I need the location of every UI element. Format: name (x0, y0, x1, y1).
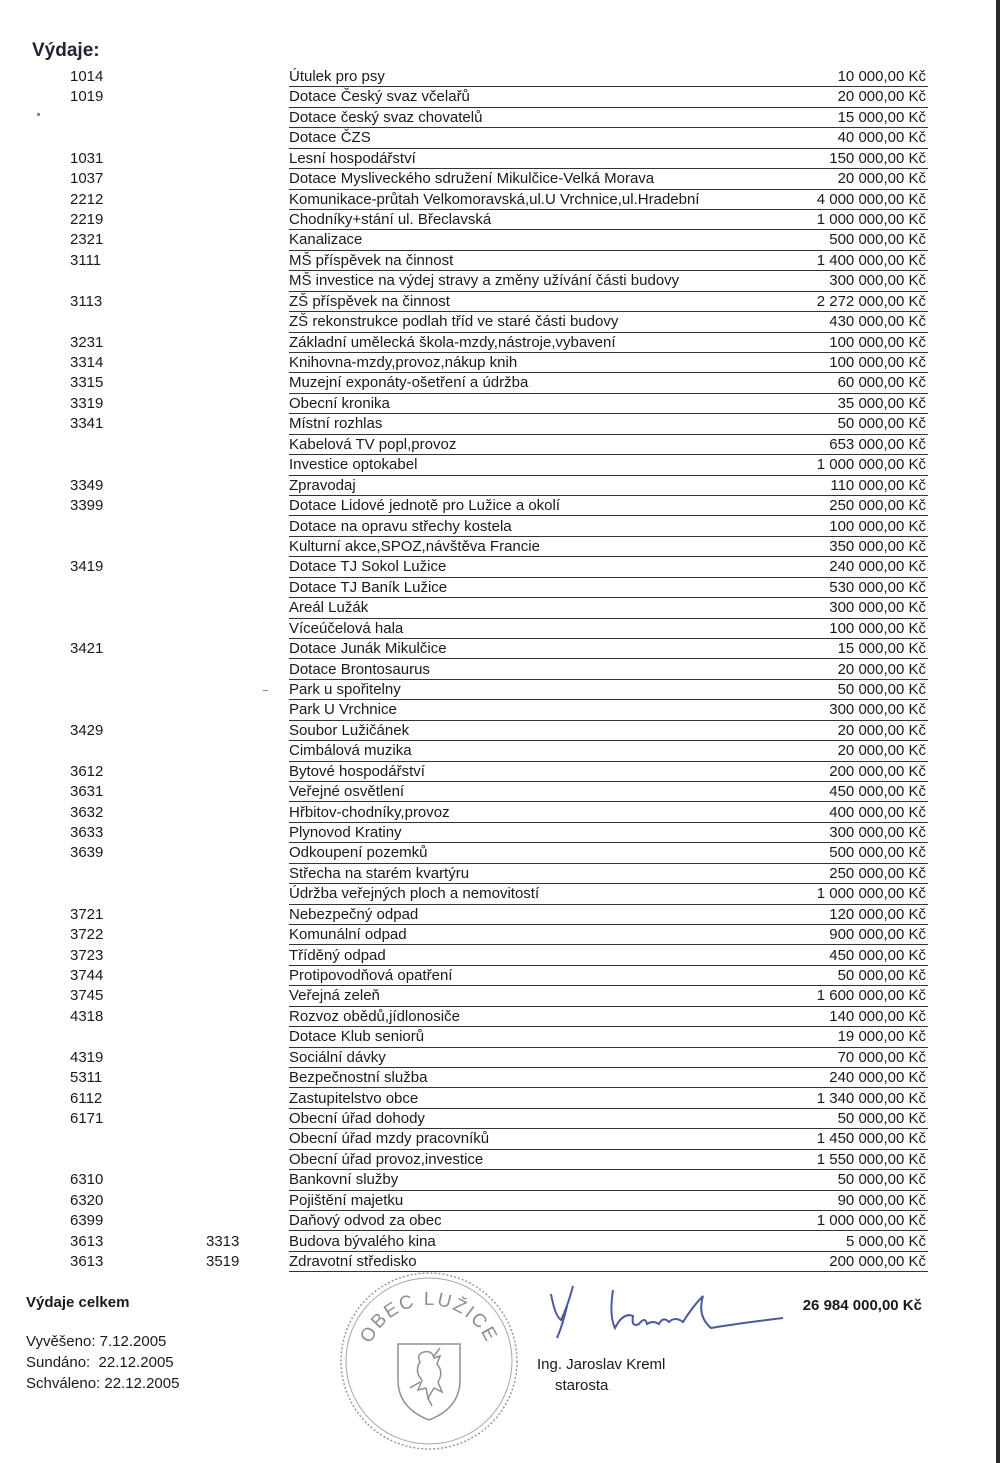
item-amount: 300 000,00 Kč (829, 823, 926, 841)
item-description: Sociální dávky (289, 1048, 386, 1066)
signature (543, 1276, 793, 1346)
item-amount: 300 000,00 Kč (829, 599, 926, 617)
item-amount: 200 000,00 Kč (829, 762, 926, 780)
paragraph-code: 3613 (70, 1232, 104, 1250)
item-amount: 1 000 000,00 Kč (816, 456, 926, 474)
paragraph-code: 3721 (70, 905, 104, 923)
table-row (0, 966, 1000, 986)
paragraph-code: 6310 (70, 1171, 104, 1189)
table-row (0, 803, 1000, 823)
table-row (0, 333, 1000, 353)
paragraph-code: 1019 (70, 88, 104, 106)
item-amount: 500 000,00 Kč (829, 231, 926, 249)
table-row (0, 517, 1000, 537)
item-amount: 120 000,00 Kč (829, 905, 926, 923)
item-amount: 50 000,00 Kč (837, 415, 926, 433)
item-description: MŠ investice na výdej stravy a změny užívání části budovy (289, 272, 680, 290)
table-row (0, 986, 1000, 1006)
item-amount: 100 000,00 Kč (829, 517, 926, 535)
item-description: Dotace ČZS (289, 129, 371, 147)
paragraph-code: 3633 (70, 823, 104, 841)
paragraph-code: 3399 (70, 497, 104, 514)
table-row (0, 476, 1000, 496)
item-description: Střecha na starém kvartýru (289, 864, 470, 882)
paragraph-code: 3319 (70, 394, 104, 412)
paragraph-code: 3429 (70, 721, 104, 739)
item-amount: 900 000,00 Kč (829, 926, 926, 944)
item-description: Víceúčelová hala (289, 619, 404, 637)
item-description: Zdravotní středisko (289, 1252, 417, 1270)
item-amount: 19 000,00 Kč (837, 1028, 926, 1046)
table-row (0, 271, 1000, 291)
paragraph-code: 2212 (70, 190, 104, 208)
item-description: Veřejné osvětlení (289, 783, 405, 800)
item-description: Komunikace-průtah Velkomoravská,ul.U Vrchnice,ul.Hradební (289, 190, 700, 208)
table-row (0, 762, 1000, 782)
item-amount: 20 000,00 Kč (837, 742, 926, 760)
item-amount: 70 000,00 Kč (837, 1048, 926, 1066)
item-description: Obecní kronika (289, 394, 390, 412)
item-description: Základní umělecká škola-mzdy,nástroje,vybavení (289, 333, 616, 351)
item-description: ZŠ rekonstrukce podlah tříd ve staré části budovy (289, 313, 619, 331)
paragraph-code: 3613 (70, 1252, 104, 1270)
table-row (0, 190, 1000, 210)
item-amount: 530 000,00 Kč (829, 578, 926, 596)
item-amount: 110 000,00 Kč (830, 476, 926, 494)
table-row (0, 1089, 1000, 1109)
item-amount: 20 000,00 Kč (837, 721, 926, 739)
item-description: Odkoupení pozemků (289, 844, 428, 862)
item-description: MŠ příspěvek na činnost (289, 251, 454, 269)
table-row (0, 373, 1000, 393)
paragraph-code: 3349 (70, 476, 104, 494)
item-description: Investice optokabel (289, 456, 418, 474)
item-amount: 15 000,00 Kč (837, 108, 926, 126)
item-amount: 100 000,00 Kč (829, 354, 926, 371)
table-row (0, 251, 1000, 271)
item-description: Hřbitov-chodníky,provoz (289, 803, 450, 821)
paragraph-code: 1031 (70, 149, 104, 167)
item-description: Park u spořitelny (289, 680, 401, 698)
item-amount: 450 000,00 Kč (829, 946, 926, 964)
total-label: Výdaje celkem (26, 1294, 130, 1311)
item-amount: 240 000,00 Kč (829, 1069, 926, 1087)
paragraph-code: 3612 (70, 762, 104, 780)
table-row (0, 1048, 1000, 1068)
item-amount: 1 400 000,00 Kč (816, 251, 926, 269)
table-row (0, 353, 1000, 373)
item-description: Obecní úřad provoz,investice (289, 1150, 484, 1168)
item-description: Dotace Klub seniorů (289, 1028, 425, 1046)
table-row (0, 884, 1000, 904)
item-description: Plynovod Kratiny (289, 823, 402, 841)
item-amount: 1 450 000,00 Kč (816, 1130, 926, 1148)
item-amount: 15 000,00 Kč (837, 640, 926, 657)
paragraph-code: 3723 (70, 946, 104, 964)
item-amount: 500 000,00 Kč (829, 844, 926, 862)
item-description: Útulek pro psy (289, 68, 385, 85)
table-row (0, 149, 1000, 169)
item-description: Dotace Lidové jednotě pro Lužice a okolí (289, 497, 561, 514)
item-amount: 200 000,00 Kč (829, 1252, 926, 1270)
table-row (0, 1109, 1000, 1129)
item-description: Zastupitelstvo obce (289, 1089, 419, 1107)
item-amount: 35 000,00 Kč (837, 394, 926, 412)
item-description: Bankovní služby (289, 1171, 399, 1189)
item-amount: 1 550 000,00 Kč (816, 1150, 926, 1168)
item-description: Rozvoz obědů,jídlonosiče (289, 1007, 460, 1025)
item-description: Dotace na opravu střechy kostela (289, 517, 512, 535)
paragraph-code: 4319 (70, 1048, 104, 1066)
item-amount: 20 000,00 Kč (837, 170, 926, 188)
item-description: ZŠ příspěvek na činnost (289, 292, 450, 310)
table-row (0, 598, 1000, 618)
item-description: Kulturní akce,SPOZ,návštěva Francie (289, 537, 540, 555)
paragraph-code: 3639 (70, 844, 104, 862)
paragraph-code: 2321 (70, 231, 104, 249)
total-amount: 26 984 000,00 Kč (802, 1297, 922, 1314)
item-description: Daňový odvod za obec (289, 1212, 442, 1230)
table-row (0, 578, 1000, 598)
item-amount: 100 000,00 Kč (829, 333, 926, 351)
item-description: Obecní úřad mzdy pracovníků (289, 1130, 490, 1148)
item-amount: 300 000,00 Kč (829, 701, 926, 719)
table-row (0, 394, 1000, 414)
table-row (0, 639, 1000, 659)
paragraph-code: 3745 (70, 987, 104, 1005)
paragraph-code: 3315 (70, 374, 104, 392)
paragraph-code: 3314 (70, 354, 104, 371)
item-amount: 10 000,00 Kč (837, 68, 926, 85)
paragraph-code: 6112 (70, 1089, 103, 1107)
table-row (0, 1170, 1000, 1190)
item-description: Lesní hospodářství (289, 149, 416, 167)
item-description: Obecní úřad dohody (289, 1109, 425, 1127)
paragraph-code: 3111 (70, 251, 102, 269)
item-amount: 140 000,00 Kč (829, 1007, 926, 1025)
table-row (0, 210, 1000, 230)
item-amount: 653 000,00 Kč (829, 435, 926, 453)
item-description: Bytové hospodářství (289, 762, 425, 780)
item-description: Dotace Junák Mikulčice (289, 640, 447, 657)
item-description: Dotace TJ Sokol Lužice (289, 558, 447, 576)
item-description: Veřejná zeleň (289, 987, 380, 1005)
table-row (0, 741, 1000, 761)
paragraph-code: 1014 (70, 68, 104, 85)
item-description: Areál Lužák (289, 599, 369, 617)
item-amount: 300 000,00 Kč (829, 272, 926, 290)
item-amount: 4 000 000,00 Kč (816, 190, 926, 208)
table-row (0, 905, 1000, 925)
table-row (0, 67, 1000, 87)
table-row (0, 414, 1000, 434)
item-description: Cimbálová muzika (289, 742, 412, 760)
item-amount: 450 000,00 Kč (829, 783, 926, 800)
paragraph-code: 3341 (70, 415, 104, 433)
table-row (0, 435, 1000, 455)
signer-name: Ing. Jaroslav Kreml (537, 1356, 666, 1373)
removed-date: Sundáno: 22.12.2005 (26, 1354, 174, 1371)
item-amount: 1 000 000,00 Kč (816, 211, 926, 228)
item-amount: 350 000,00 Kč (829, 537, 926, 555)
paragraph-code: 2219 (70, 211, 104, 228)
approved-date: Schváleno: 22.12.2005 (26, 1375, 180, 1392)
item-amount: 90 000,00 Kč (837, 1191, 926, 1209)
item-amount: 50 000,00 Kč (837, 1109, 926, 1127)
paragraph-code: 6171 (70, 1109, 104, 1127)
item-description: Nebezpečný odpad (289, 905, 419, 923)
coat-of-arms-icon (398, 1344, 460, 1420)
item-description: Dotace Mysliveckého sdružení Mikulčice-Velká Morava (289, 170, 655, 188)
paragraph-code: 5311 (70, 1069, 103, 1087)
posted-date: Vyvěšeno: 7.12.2005 (26, 1333, 167, 1350)
table-row (0, 169, 1000, 189)
item-description: Místní rozhlas (289, 415, 383, 433)
table-row (0, 721, 1000, 741)
item-description: Chodníky+stání ul. Břeclavská (289, 211, 492, 228)
table-row (0, 557, 1000, 577)
svg-text:OBEC LUŽICE (356, 1289, 501, 1347)
paragraph-code: 3632 (70, 803, 104, 821)
table-row (0, 680, 1000, 700)
item-description: Muzejní exponáty-ošetření a údržba (289, 374, 529, 392)
item-description: Zpravodaj (289, 476, 356, 494)
item-amount: 5 000,00 Kč (845, 1232, 926, 1250)
table-row (0, 128, 1000, 148)
table-row (0, 1027, 1000, 1047)
item-description: Tříděný odpad (289, 946, 386, 964)
paragraph-code: 3231 (70, 333, 104, 351)
item-description: Protipovodňová opatření (289, 966, 453, 984)
paragraph-code: 3722 (70, 926, 104, 944)
table-row (0, 619, 1000, 639)
paragraph-code: 6320 (70, 1191, 104, 1209)
paragraph-code: 3113 (70, 292, 103, 310)
item-amount: 50 000,00 Kč (837, 1171, 926, 1189)
table-row (0, 1232, 1000, 1252)
table-row (0, 87, 1000, 107)
item-description: Dotace TJ Baník Lužice (289, 578, 448, 596)
item-amount: 60 000,00 Kč (837, 374, 926, 392)
secondary-code: 3313 (206, 1232, 240, 1250)
item-amount: 100 000,00 Kč (829, 619, 926, 637)
table-row (0, 108, 1000, 128)
item-amount: 50 000,00 Kč (837, 966, 926, 984)
table-row (0, 1191, 1000, 1211)
stamp-text: OBEC LUŽICE (356, 1288, 502, 1347)
paragraph-code: 3744 (70, 966, 104, 984)
paragraph-code: 1037 (70, 170, 104, 188)
item-amount: 1 000 000,00 Kč (816, 1212, 926, 1230)
item-amount: 20 000,00 Kč (837, 660, 926, 678)
item-description: Park U Vrchnice (289, 701, 397, 719)
item-amount: 20 000,00 Kč (837, 88, 926, 106)
table-row (0, 1007, 1000, 1027)
table-row (0, 496, 1000, 516)
item-description: Pojištění majetku (289, 1191, 404, 1209)
item-amount: 40 000,00 Kč (837, 129, 926, 147)
item-description: Kanalizace (289, 231, 363, 249)
item-description: Budova bývalého kina (289, 1232, 436, 1250)
paragraph-code: 4318 (70, 1007, 104, 1025)
table-row (0, 700, 1000, 720)
table-row (0, 823, 1000, 843)
paragraph-code: 3419 (70, 558, 104, 576)
table-row (0, 312, 1000, 332)
item-description: Knihovna-mzdy,provoz,nákup knih (289, 354, 518, 371)
item-amount: 1 600 000,00 Kč (816, 987, 926, 1005)
table-row (0, 1129, 1000, 1149)
table-row (0, 946, 1000, 966)
table-row (0, 782, 1000, 802)
secondary-code: 3519 (206, 1252, 240, 1270)
table-row (0, 1150, 1000, 1170)
table-row (0, 660, 1000, 680)
table-row (0, 1211, 1000, 1231)
item-description: Dotace český svaz chovatelů (289, 108, 483, 126)
item-amount: 1 000 000,00 Kč (816, 885, 926, 903)
paragraph-code: 3421 (70, 640, 104, 657)
signer-role: starosta (555, 1377, 609, 1394)
item-amount: 50 000,00 Kč (837, 680, 926, 698)
item-description: Dotace Český svaz včelařů (289, 88, 470, 106)
paragraph-code: 3631 (70, 783, 104, 800)
item-amount: 430 000,00 Kč (829, 313, 926, 331)
table-row (0, 925, 1000, 945)
page-title: Výdaje: (32, 40, 100, 61)
item-amount: 250 000,00 Kč (829, 497, 926, 514)
item-description: Údržba veřejných ploch a nemovitostí (289, 885, 540, 903)
table-row (0, 292, 1000, 312)
item-amount: 240 000,00 Kč (829, 558, 926, 576)
table-row (0, 537, 1000, 557)
item-amount: 400 000,00 Kč (829, 803, 926, 821)
item-amount: 1 340 000,00 Kč (816, 1089, 926, 1107)
table-row (0, 230, 1000, 250)
municipal-stamp (336, 1268, 522, 1454)
table-row (0, 1068, 1000, 1088)
item-amount: 250 000,00 Kč (829, 864, 926, 882)
table-row (0, 864, 1000, 884)
item-amount: 2 272 000,00 Kč (816, 292, 926, 310)
table-row (0, 455, 1000, 475)
item-description: Kabelová TV popl,provoz (289, 435, 457, 453)
item-description: Soubor Lužičánek (289, 721, 410, 739)
table-row (0, 843, 1000, 863)
item-description: Bezpečnostní služba (289, 1069, 428, 1087)
item-amount: 150 000,00 Kč (829, 149, 926, 167)
paragraph-code: 6399 (70, 1212, 104, 1230)
item-description: Komunální odpad (289, 926, 407, 944)
item-description: Dotace Brontosaurus (289, 660, 430, 678)
